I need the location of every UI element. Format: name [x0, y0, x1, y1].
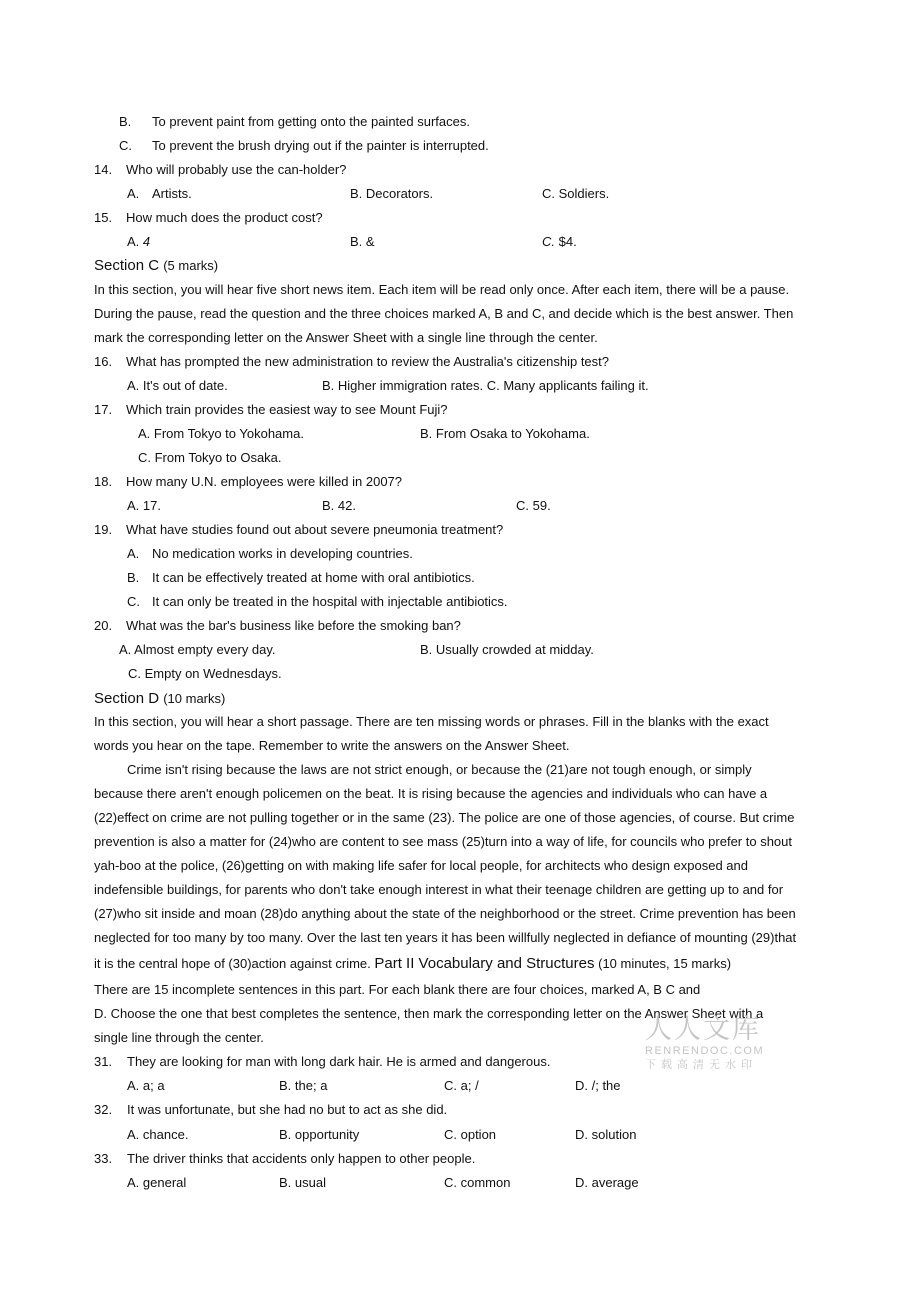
q32-option-a: A. chance.: [127, 1127, 189, 1142]
q17-option-a: A. From Tokyo to Yokohama.: [138, 426, 304, 441]
q32-option-b: B. opportunity: [279, 1127, 360, 1142]
q32-option-d: D. solution: [575, 1127, 637, 1142]
section-c-heading: [94, 258, 218, 274]
q13-option-b-letter: B.: [119, 114, 132, 129]
part-2-marks: (10 minutes, 15 marks): [598, 956, 732, 971]
section-d-title: Section D: [94, 690, 160, 707]
passage-line: it is the central hope of (30)action against crime.: [94, 956, 375, 971]
q20-option-a: A. Almost empty every day.: [119, 642, 276, 657]
part-2-intro-line: single line through the center.: [94, 1030, 264, 1045]
q33-option-c: C. common: [444, 1175, 511, 1190]
q33-question: The driver thinks that accidents only happen to other people.: [127, 1151, 476, 1166]
passage-line: (22)effect on crime are not pulling together or in the same (23). The police are one of those agencies, of course. But crime: [94, 810, 795, 825]
passage-last-line: [94, 956, 731, 972]
watermark-subtitle: 下载高清无水印: [645, 1059, 757, 1071]
section-c-intro-line: mark the corresponding letter on the Answer Sheet with a single line through the center.: [94, 330, 598, 345]
q31-question: They are looking for man with long dark hair. He is armed and dangerous.: [127, 1054, 551, 1069]
passage-line: prevention is also a matter for (24)who are content to see mass (25)turn into a way of life, for councils who prefer to shout: [94, 834, 793, 849]
q15-option-a-letter: A.: [127, 234, 143, 249]
q15-number: 15.: [94, 210, 113, 225]
q15-option-b: B. &: [350, 234, 375, 249]
q15-option-a-value: 4: [142, 234, 151, 249]
q17-option-c: C. From Tokyo to Osaka.: [138, 450, 282, 465]
section-d-heading: [94, 691, 225, 707]
q15-option-c-letter: C.: [542, 234, 555, 249]
q20-question: What was the bar's business like before the smoking ban?: [126, 618, 461, 633]
section-c-intro-line: In this section, you will hear five short news item. Each item will be read only once. After each item, there will be a pause.: [94, 282, 790, 297]
q13-option-b-text: To prevent paint from getting onto the painted surfaces.: [152, 114, 470, 129]
q33-option-b: B. usual: [279, 1175, 326, 1190]
section-d-intro-line: In this section, you will hear a short passage. There are ten missing words or phrases. Fill in the blanks with the exact: [94, 714, 769, 729]
q32-option-c: C. option: [444, 1127, 497, 1142]
q19-option-a-letter: A.: [127, 546, 140, 561]
q15-option-c-value: $4.: [555, 234, 577, 249]
section-c-intro-line: During the pause, read the question and the three choices marked A, B and C, and decide which is the best answer. Then: [94, 306, 794, 321]
q19-option-c-text: It can only be treated in the hospital with injectable antibiotics.: [152, 594, 508, 609]
q31-option-c: C. a; /: [444, 1078, 479, 1093]
q18-option-b: B. 42.: [322, 498, 356, 513]
q14-question: Who will probably use the can-holder?: [126, 162, 347, 177]
part-2-intro-line: D. Choose the one that best completes the sentence, then mark the corresponding letter on the Answer Sheet with a: [94, 1006, 764, 1021]
q32-question: It was unfortunate, but she had no but to act as she did.: [127, 1102, 448, 1117]
q33-number: 33.: [94, 1151, 113, 1166]
watermark-logo: [645, 1014, 775, 1072]
q19-option-b-letter: B.: [127, 570, 140, 585]
q31-option-d: D. /; the: [575, 1078, 621, 1093]
q18-option-a: A. 17.: [127, 498, 161, 513]
q20-option-c: C. Empty on Wednesdays.: [128, 666, 282, 681]
part-2-intro-line: There are 15 incomplete sentences in this part. For each blank there are four choices, marked A, B C and: [94, 982, 701, 997]
q19-number: 19.: [94, 522, 113, 537]
watermark-url: RENRENDOC.COM: [645, 1045, 765, 1057]
q20-option-b: B. Usually crowded at midday.: [420, 642, 594, 657]
passage-line: because there aren't enough policemen on the beat. It is rising because the agencies and individuals who can have a: [94, 786, 768, 801]
part-2-title: Part II Vocabulary and Structures: [374, 955, 595, 972]
q15-option-c: [542, 234, 577, 250]
q17-number: 17.: [94, 402, 113, 417]
passage-line: Crime isn't rising because the laws are not strict enough, or because the (21)are not tough enough, or simply: [127, 762, 752, 777]
q19-question: What have studies found out about severe pneumonia treatment?: [126, 522, 504, 537]
q20-number: 20.: [94, 618, 113, 633]
section-c-title: Section C: [94, 257, 160, 274]
passage-line: (27)who sit inside and moan (28)do anything about the state of the neighborhood or the street. Crime prevention has been: [94, 906, 796, 921]
q13-option-c-letter: C.: [119, 138, 132, 153]
passage-line: neglected for too many by too many. Over the last ten years it has been willfully neglected in defiance of mounting (29)that: [94, 930, 797, 945]
q31-option-b: B. the; a: [279, 1078, 328, 1093]
q31-number: 31.: [94, 1054, 113, 1069]
section-d-intro-line: words you hear on the tape. Remember to write the answers on the Answer Sheet.: [94, 738, 570, 753]
q32-number: 32.: [94, 1102, 113, 1117]
q14-option-a-text: Artists.: [152, 186, 192, 201]
q33-option-a: A. general: [127, 1175, 187, 1190]
q14-option-b: B. Decorators.: [350, 186, 434, 201]
q13-option-c-text: To prevent the brush drying out if the painter is interrupted.: [152, 138, 489, 153]
q16-option-a: A. It's out of date.: [127, 378, 228, 393]
q18-option-c: C. 59.: [516, 498, 551, 513]
q16-number: 16.: [94, 354, 113, 369]
q16-options-bc: B. Higher immigration rates. C. Many applicants failing it.: [322, 378, 649, 393]
passage-line: yah-boo at the police, (26)getting on with making life safer for local people, for architects who design exposed and: [94, 858, 748, 873]
q33-option-d: D. average: [575, 1175, 639, 1190]
passage-line: indefensible buildings, for parents who don't take enough interest in what their teenage children are getting up to and for: [94, 882, 784, 897]
section-c-marks: (5 marks): [163, 258, 219, 273]
q14-option-a-letter: A.: [127, 186, 140, 201]
q19-option-c-letter: C.: [127, 594, 140, 609]
q19-option-b-text: It can be effectively treated at home with oral antibiotics.: [152, 570, 475, 585]
q31-option-a: A. a; a: [127, 1078, 165, 1093]
q19-option-a-text: No medication works in developing countries.: [152, 546, 413, 561]
q14-option-c: C. Soldiers.: [542, 186, 610, 201]
section-d-marks: (10 marks): [163, 691, 226, 706]
q15-question: How much does the product cost?: [126, 210, 323, 225]
q18-number: 18.: [94, 474, 113, 489]
watermark-title: 人人文库: [645, 1014, 761, 1044]
q16-question: What has prompted the new administration to review the Australia's citizenship test?: [126, 354, 609, 369]
q17-option-b: B. From Osaka to Yokohama.: [420, 426, 590, 441]
q14-number: 14.: [94, 162, 113, 177]
q15-option-a: [127, 234, 150, 250]
q17-question: Which train provides the easiest way to see Mount Fuji?: [126, 402, 448, 417]
q18-question: How many U.N. employees were killed in 2007?: [126, 474, 403, 489]
